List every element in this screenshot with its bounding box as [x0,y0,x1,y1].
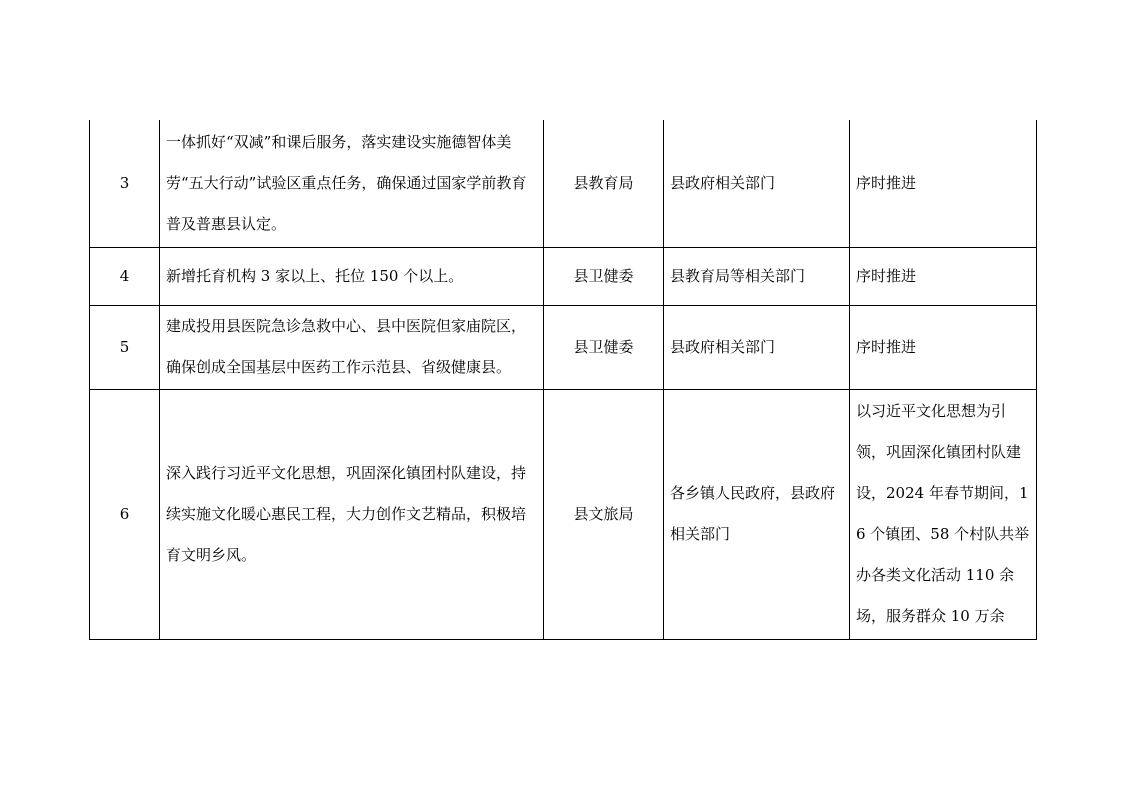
row-number: 5 [90,305,160,389]
row-number: 4 [90,247,160,305]
cooperating-units: 县教育局等相关部门 [664,247,850,305]
progress-status: 序时推进 [850,305,1037,389]
cooperating-units: 县政府相关部门 [664,120,850,247]
task-description: 建成投用县医院急诊急救中心、县中医院但家庙院区，确保创成全国基层中医药工作示范县、省级健康县。 [160,305,544,389]
progress-status: 以习近平文化思想为引领，巩固深化镇团村队建设，2024 年春节期间，16 个镇团、58 个村队共举办各类文化活动 110 余场，服务群众 10 万余 [850,389,1037,639]
cooperating-units: 县政府相关部门 [664,305,850,389]
task-table [89,120,1037,640]
cooperating-units: 各乡镇人民政府，县政府相关部门 [664,389,850,639]
task-description: 新增托育机构 3 家以上、托位 150 个以上。 [160,247,544,305]
lead-unit: 县教育局 [544,120,664,247]
lead-unit: 县卫健委 [544,305,664,389]
task-description: 一体抓好“双减”和课后服务，落实建设实施德智体美劳“五大行动”试验区重点任务，确保通过国家学前教育普及普惠县认定。 [160,120,544,247]
lead-unit: 县卫健委 [544,247,664,305]
progress-status: 序时推进 [850,120,1037,247]
row-number: 6 [90,389,160,639]
task-description: 深入践行习近平文化思想，巩固深化镇团村队建设，持续实施文化暖心惠民工程，大力创作文艺精品，积极培育文明乡风。 [160,389,544,639]
lead-unit: 县文旅局 [544,389,664,639]
table-row [90,247,1037,305]
table-row [90,120,1037,247]
table-row [90,389,1037,639]
row-number: 3 [90,120,160,247]
table-row [90,305,1037,389]
progress-status: 序时推进 [850,247,1037,305]
